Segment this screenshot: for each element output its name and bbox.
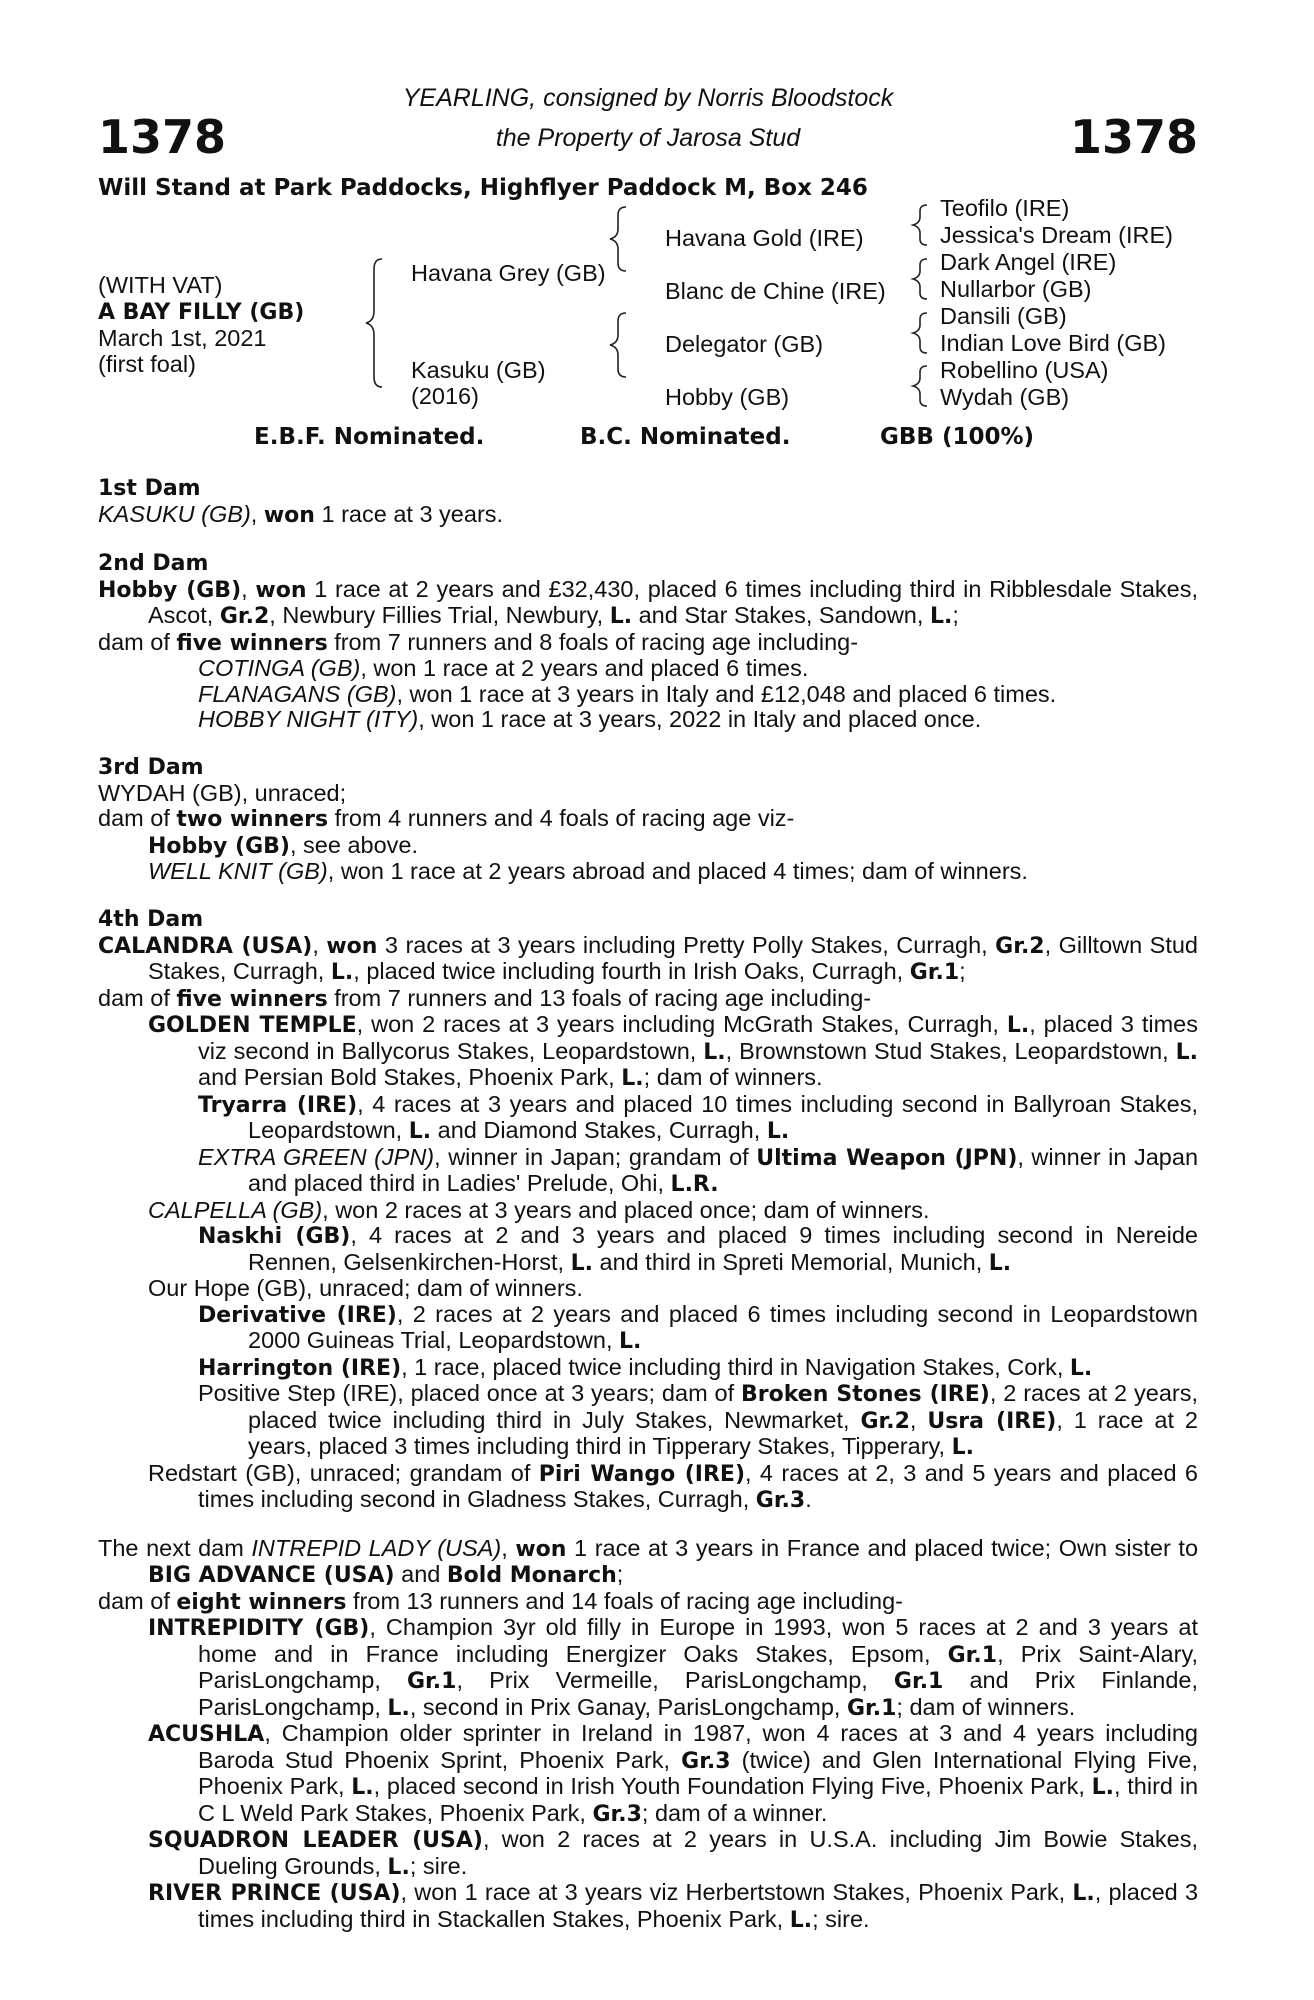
horse-name: A BAY FILLY (GB): [98, 300, 305, 325]
stabling-line: Will Stand at Park Paddocks, Highflyer Paddock M, Box 246: [98, 175, 868, 201]
sire-sire: Havana Gold (IRE): [665, 225, 864, 251]
ebf-nomination: E.B.F. Nominated.: [254, 424, 485, 450]
lot-number-left: 1378: [98, 110, 227, 164]
brace-sire-parents: [610, 207, 626, 271]
ancestor-1: Teofilo (IRE): [940, 195, 1070, 221]
second-dam-name: Hobby (GB): [98, 577, 242, 603]
produce-entry: INTREPIDITY (GB), Champion 3yr old filly in Europe in 1993, won 5 races at 2 and 3 years at home and in France including Energizer Oaks Stakes, Epsom, Gr.1, Prix Saint-Alary, ParisLongchamp, Gr.1, Prix Vermeille, ParisLongchamp, Gr.1 and Prix Finlande, ParisLongchamp, L., second in Prix Ganay, ParisLongchamp, Gr.1; dam of winners.: [148, 1614, 1199, 1721]
produce-entry: SQUADRON LEADER (USA), won 2 races at 2 years in U.S.A. including Jim Bowie Stakes, Dueling Grounds, L.; sire.: [148, 1826, 1198, 1880]
brace-g2: [913, 259, 927, 299]
foaling-date: March 1st, 2021: [98, 325, 267, 351]
second-dam-record: Hobby (GB), won 1 race at 2 years and £32,430, placed 6 times including third in Ribblesdale Stakes, Ascot, Gr.2, Newbury Fillies Trial, Newbury, L. and Star Stakes, Sandown, L.;: [98, 575, 1198, 629]
fourth-dam-heading: 4th Dam: [98, 906, 204, 932]
vat-note: (WITH VAT): [98, 272, 223, 298]
bc-nomination: B.C. Nominated.: [580, 424, 791, 450]
ancestor-4: Nullarbor (GB): [940, 276, 1092, 302]
next-dam-section: [98, 1536, 1198, 1934]
produce-entry: Derivative (IRE), 2 races at 2 years and placed 6 times including second in Leopardstown 2000 Guineas Trial, Leopardstown, L.: [198, 1300, 1198, 1354]
ancestor-6: Indian Love Bird (GB): [940, 330, 1166, 356]
won-label: won: [255, 577, 307, 603]
property-line: the Property of Jarosa Stud: [495, 124, 801, 152]
produce-entry: ACUSHLA, Champion older sprinter in Ireland in 1987, won 4 races at 3 and 4 years including Baroda Stud Phoenix Sprint, Phoenix Park, Gr.3 (twice) and Glen International Flying Five, Phoenix Park, L., placed second in Irish Youth Foundation Flying Five, Phoenix Park, L., third in C L Weld Park Stakes, Phoenix Park, Gr.3; dam of a winner.: [148, 1720, 1199, 1827]
produce-entry: Naskhi (GB), 4 races at 2 and 3 years and placed 9 times including second in Nereide Rennen, Gelsenkirchen-Horst, L. and third in Spreti Memorial, Munich, L.: [198, 1222, 1198, 1276]
produce-entry: GOLDEN TEMPLE, won 2 races at 3 years including McGrath Stakes, Curragh, L., placed 3 times viz second in Ballycorus Stakes, Leopardstown, L., Brownstown Stud Stakes, Leopardstown, L. and Persian Bold Stakes, Phoenix Park, L.; dam of winners.: [148, 1011, 1199, 1091]
sire: Havana Grey (GB): [411, 260, 606, 286]
second-dam-produce-summary: dam of five winners from 7 runners and 8 foals of racing age including-: [98, 628, 859, 656]
fourth-dam-section: [98, 907, 1198, 1514]
dam: Kasuku (GB): [411, 357, 546, 383]
third-dam-section: [98, 755, 1198, 885]
third-dam-heading: 3rd Dam: [98, 754, 204, 780]
dam-dam: Hobby (GB): [665, 384, 790, 410]
first-dam-heading: 1st Dam: [98, 476, 201, 501]
third-dam-produce-summary: dam of two winners from 4 runners and 4 foals of racing age viz-: [98, 805, 795, 832]
ancestor-7: Robellino (USA): [940, 357, 1109, 383]
ancestor-2: Jessica's Dream (IRE): [940, 222, 1173, 248]
lot-number-right: 1378: [1069, 110, 1198, 164]
produce-entry: CALPELLA (GB), won 2 races at 3 years and placed once; dam of winners.: [148, 1196, 930, 1223]
produce-entry: RIVER PRINCE (USA), won 1 race at 3 years viz Herbertstown Stakes, Phoenix Park, L., placed 3 times including third in Stackallen Stakes, Phoenix Park, L.; sire.: [148, 1879, 1199, 1933]
produce-entry: FLANAGANS (GB), won 1 race at 3 years in Italy and £12,048 and placed 6 times.: [198, 680, 1057, 707]
fourth-dam-produce-summary: dam of five winners from 7 runners and 13 foals of racing age including-: [98, 984, 872, 1012]
second-dam-heading: 2nd Dam: [98, 550, 209, 576]
brace-g1: [913, 205, 927, 245]
fourth-dam-record: CALANDRA (USA), won 3 races at 3 years including Pretty Polly Stakes, Curragh, Gr.2, Gilltown Stud Stakes, Curragh, L., placed twice including fourth in Irish Oaks, Curragh, Gr.1;: [98, 931, 1199, 985]
ancestor-8: Wydah (GB): [940, 384, 1070, 410]
brace-g4: [913, 366, 927, 406]
third-dam-record: WYDAH (GB), unraced;: [98, 779, 347, 806]
next-dam-record: The next dam INTREPID LADY (USA), won 1 race at 3 years in France and placed twice; Own sister to BIG ADVANCE (USA) and Bold Monarch;: [98, 1534, 1199, 1588]
dam-sire: Delegator (GB): [665, 331, 824, 357]
produce-entry: Our Hope (GB), unraced; dam of winners.: [148, 1275, 583, 1301]
produce-entry: EXTRA GREEN (JPN), winner in Japan; grandam of Ultima Weapon (JPN), winner in Japan and placed third in Ladies' Prelude, Ohi, L.R.: [198, 1143, 1199, 1197]
produce-entry: Harrington (IRE), 1 race, placed twice including third in Navigation Stakes, Cork, L.: [198, 1353, 1093, 1381]
ancestor-5: Dansili (GB): [940, 303, 1067, 329]
produce-entry: Redstart (GB), unraced; grandam of Piri Wango (IRE), 4 races at 2, 3 and 5 years and placed 6 times including second in Gladness Stakes, Curragh, Gr.3.: [148, 1459, 1198, 1513]
first-dam-record: 1 race at 3 years.: [321, 501, 504, 527]
sire-dam: Blanc de Chine (IRE): [665, 278, 886, 304]
next-dam-produce-summary: dam of eight winners from 13 runners and 14 foals of racing age including-: [98, 1587, 903, 1615]
lot-header: [98, 80, 1198, 175]
first-dam-section: 1st Dam KASUKU (GB), won 1 race at 3 years.: [98, 476, 1198, 529]
produce-entry: WELL KNIT (GB), won 1 race at 2 years abroad and placed 4 times; dam of winners.: [148, 858, 1028, 884]
ancestor-3: Dark Angel (IRE): [940, 249, 1117, 275]
catalogue-page: [98, 80, 1198, 1933]
brace-g3: [913, 313, 927, 353]
produce-entry: Tryarra (IRE), 4 races at 3 years and placed 10 times including second in Ballyroan Stakes, Leopardstown, L. and Diamond Stakes, Curragh, L.: [198, 1090, 1198, 1144]
won-label: won: [263, 503, 315, 528]
produce-entry: COTINGA (GB), won 1 race at 2 years and placed 6 times.: [198, 655, 809, 681]
consignment-line: YEARLING, consigned by Norris Bloodstock: [402, 84, 894, 112]
brace-parents: [366, 259, 382, 387]
produce-entry: HOBBY NIGHT (ITY), won 1 race at 3 years, 2022 in Italy and placed once.: [198, 706, 982, 732]
dam-year: (2016): [411, 383, 479, 409]
pedigree-table: [98, 195, 1198, 416]
produce-entry: Hobby (GB), see above.: [148, 831, 419, 859]
foal-note: (first foal): [98, 351, 196, 377]
brace-dam-parents: [610, 313, 626, 377]
nominations: [98, 416, 1198, 466]
produce-entry: Positive Step (IRE), placed once at 3 years; dam of Broken Stones (IRE), 2 races at 2 years, placed twice including third in July Stakes, Newmarket, Gr.2, Usra (IRE), 1 race at 2 years, placed 3 times including third in Tipperary Stakes, Tipperary, L.: [198, 1380, 1198, 1460]
first-dam-name: KASUKU (GB): [98, 501, 251, 527]
gbb-status: GBB (100%): [880, 424, 1035, 450]
second-dam-section: [98, 551, 1198, 733]
